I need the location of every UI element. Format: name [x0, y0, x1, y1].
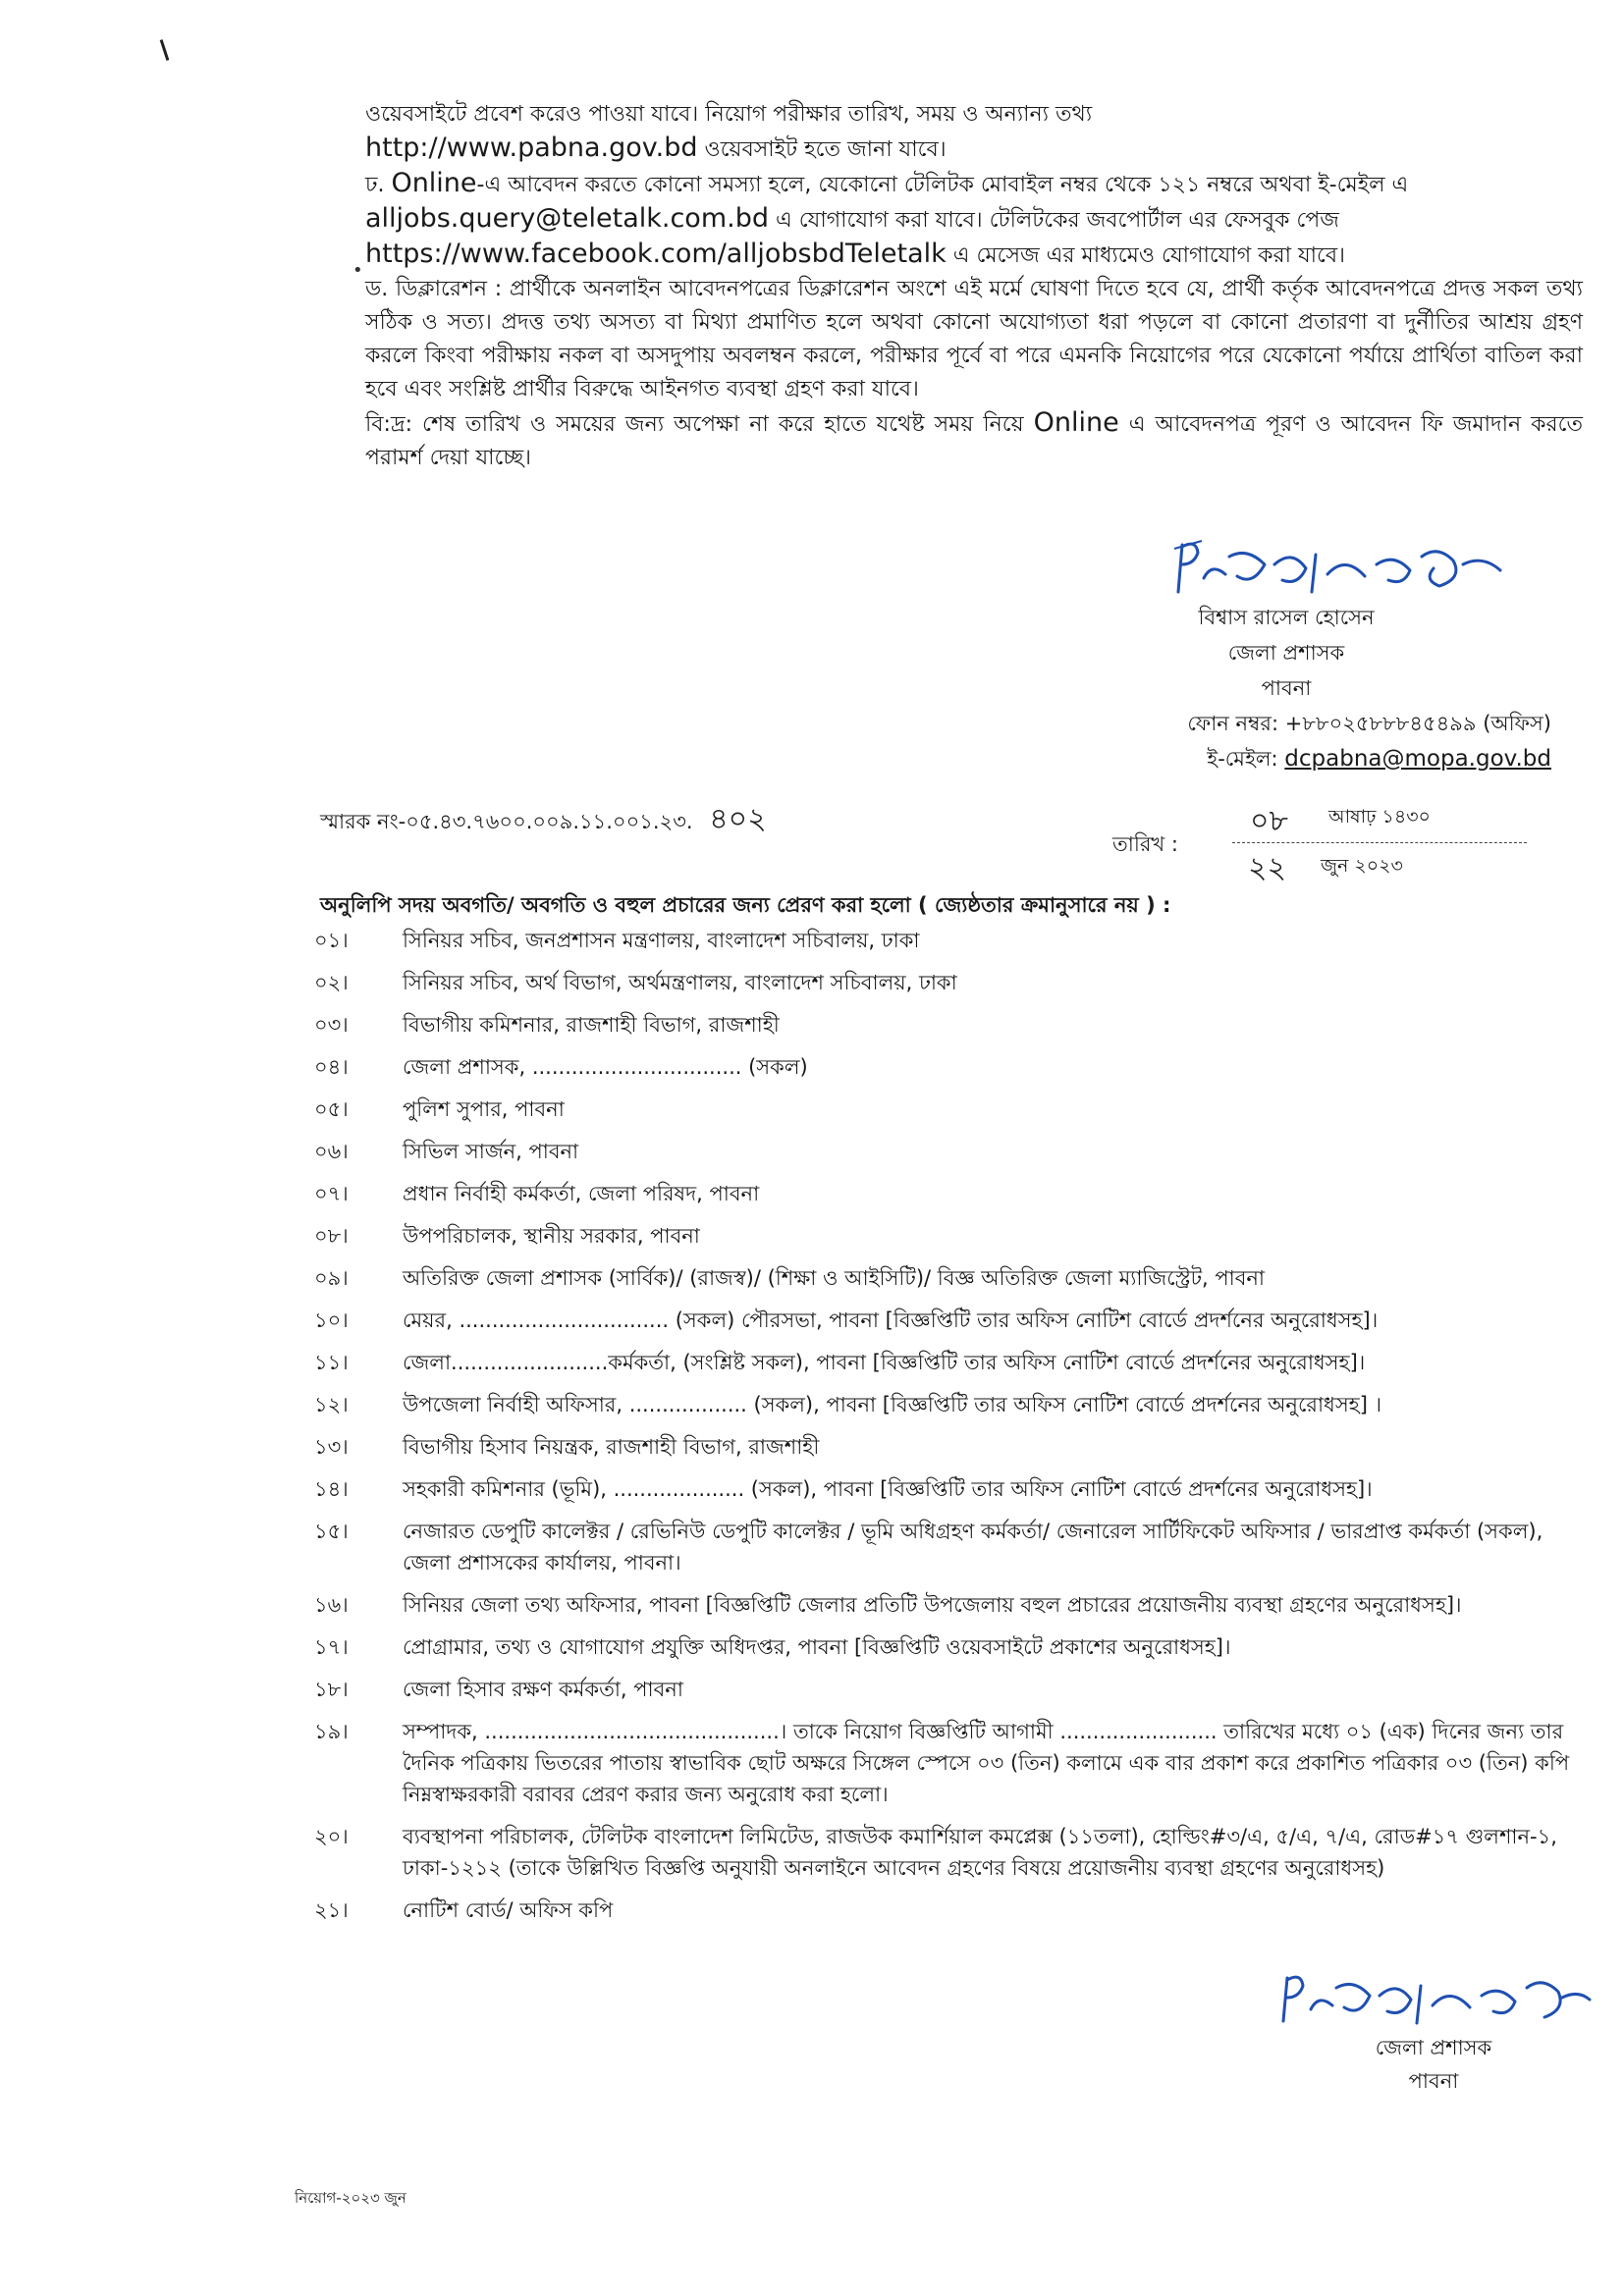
copy-item-text: সিনিয়র জেলা তথ্য অফিসার, পাবনা [বিজ্ঞপ্তিটি জেলার প্রতিটি উপজেলায় বহুল প্রচারের প্রয়োজনীয় ব্যবস্থা গ্রহণের অনুরোধসহ]।	[403, 1593, 1462, 1617]
copy-item	[314, 1516, 1591, 1578]
copy-item	[314, 1674, 1591, 1705]
instructions-section	[365, 98, 1583, 475]
copy-item-number: ২১।	[314, 1898, 349, 1922]
email-value: dcpabna@mopa.gov.bd	[1284, 746, 1551, 772]
signatory-name: বিশ্বাস রাসেল হোসেন	[1198, 606, 1375, 629]
copy-item-number: ১২।	[314, 1393, 349, 1416]
copy-item-text: ব্যবস্থাপনা পরিচালক, টেলিটক বাংলাদেশ লিমিটেড, রাজউক কমার্শিয়াল কমপ্লেক্স (১১তলা), হোল্ডিং#৩/এ, ৫/এ, ৭/এ, রোড#১৭ গুলশান-১, ঢাকা-১২১২ (তাকে উল্লিখিত বিজ্ঞপ্তি অনুযায়ী অনলাইনে আবেদন গ্রহণের বিষয়ে প্রয়োজনীয় ব্যবস্থা গ্রহণের অনুরোধসহ)	[403, 1825, 1557, 1880]
copy-item-text: জেলা হিসাব রক্ষণ কর্মকর্তা, পাবনা	[403, 1678, 683, 1701]
note-paragraph	[365, 406, 1583, 475]
copy-item-number: ১৫।	[314, 1520, 349, 1543]
copy-item	[314, 1431, 1591, 1463]
copy-item	[314, 1136, 1591, 1167]
date-label: তারিখ :	[1112, 832, 1178, 856]
date-divider	[1232, 842, 1527, 843]
copy-item	[314, 1473, 1591, 1505]
website-tail: ওয়েবসাইট হতে জানা যাবে।	[697, 137, 947, 162]
copy-item	[314, 1347, 1591, 1378]
signature-image	[1168, 535, 1522, 600]
copy-item-text: জেলা প্রশাসক, ................................ (সকল)	[403, 1055, 808, 1079]
copy-item-number: ০২।	[314, 971, 349, 994]
copy-item-number: ০৪।	[314, 1055, 349, 1079]
website-text: ওয়েবসাইটে প্রবেশ করেও পাওয়া যাবে। নিয়োগ পরীক্ষার তারিখ, সময় ও অন্যান্য তথ্য	[365, 102, 1093, 127]
phone-label: ফোন নম্বর:	[1187, 712, 1285, 735]
copy-item	[314, 1262, 1591, 1294]
margin-dot: •	[352, 260, 363, 281]
copy-item-text: সিভিল সার্জন, পাবনা	[403, 1140, 579, 1163]
signatory-district: পাবনা	[1261, 676, 1312, 700]
copy-item	[314, 1178, 1591, 1209]
copy-item-text: উপপরিচালক, স্থানীয় সরকার, পাবনা	[403, 1224, 700, 1248]
copy-item-number: ১৯।	[314, 1720, 349, 1743]
copy-item-number: ০৮।	[314, 1224, 349, 1248]
copy-item-number: ১৩।	[314, 1435, 349, 1459]
copy-item	[314, 1009, 1591, 1041]
signatory-phone	[1011, 706, 1561, 741]
copy-item-text: বিভাগীয় কমিশনার, রাজশাহী বিভাগ, রাজশাহী	[403, 1013, 780, 1037]
signature2-image	[1272, 1968, 1596, 2027]
copy-item-number: ২০।	[314, 1825, 349, 1848]
online-help-mid: এ যোগাযোগ করা যাবে। টেলিটকের জবপোর্টাল এর ফেসবুক পেজ	[769, 208, 1339, 233]
copy-item	[314, 1305, 1591, 1336]
copy-item-text: বিভাগীয় হিসাব নিয়ন্ত্রক, রাজশাহী বিভাগ, রাজশাহী	[403, 1435, 820, 1459]
footer-code: নিয়োগ-২০২৩ জুন	[295, 2189, 406, 2207]
copy-item	[314, 1631, 1591, 1663]
copy-item-text: মেয়র, ................................ (সকল) পৌরসভা, পাবনা [বিজ্ঞপ্তিটি তার অফিস নোটিশ বোর্ডে প্রদর্শনের অনুরোধসহ]।	[403, 1308, 1379, 1332]
copy-item-text: উপজেলা নির্বাহী অফিসার, .................. (সকল), পাবনা [বিজ্ঞপ্তিটি তার অফিস নোটিশ বোর্ডে প্রদর্শনের অনুরোধসহ] ।	[403, 1393, 1382, 1416]
signatory2-block	[1267, 1968, 1600, 2098]
memo-line	[320, 795, 767, 845]
copy-item-number: ০৩।	[314, 1013, 349, 1037]
copy-item-number: ১১।	[314, 1351, 349, 1374]
memo-label: স্মারক নং-০৫.৪৩.৭৬০০.০০৯.১১.০০১.২৩.	[320, 810, 693, 833]
copy-item-text: সম্পাদক, .............................................। তাকে নিয়োগ বিজ্ঞপ্তিটি আগামী ........................ তারিখের মধ্যে ০১ (এক) দিনের জন্য তার দৈনিক পত্রিকায় ভিতরের পাতায় স্বাভাবিক ছোট অক্ষরে সিঙ্গেল স্পেসে ০৩ (তিন) কলামে এক বার প্রকাশ করে প্রকাশিত পত্রিকার ০৩ (তিন) কপি নিম্নস্বাক্ষরকারী বরাবর প্রেরণ করার জন্য অনুরোধ করা হলো।	[403, 1720, 1570, 1806]
website-paragraph	[365, 98, 1583, 167]
copy-item	[314, 1389, 1591, 1420]
declaration-paragraph: ড. ডিক্লারেশন : প্রার্থীকে অনলাইন আবেদনপত্রের ডিক্লারেশন অংশে এই মর্মে ঘোষণা দিতে হবে যে, প্রার্থী কর্তৃক আবেদনপত্রে প্রদত্ত সকল তথ্য সঠিক ও সত্য। প্রদত্ত তথ্য অসত্য বা মিথ্যা প্রমাণিত হলে অথবা কোনো অযোগ্যতা ধরা পড়লে বা কোনো প্রতারণা বা দুর্নীতির আশ্রয় গ্রহণ করলে কিংবা পরীক্ষায় নকল বা অসদুপায় অবলম্বন করলে, পরীক্ষার পূর্বে বা পরে এমনকি নিয়োগের পরে যেকোনো পর্যায়ে প্রার্থিতা বাতিল করা হবে এবং সংশ্লিষ্ট প্রার্থীর বিরুদ্ধে আইনগত ব্যবস্থা গ্রহণ করা যাবে।	[365, 277, 1583, 401]
help-email: alljobs.query@teletalk.com.bd	[365, 203, 769, 234]
copy-item-number: ১৮।	[314, 1678, 349, 1701]
english-day: ২২	[1248, 851, 1287, 885]
copy-item-number: ১৪।	[314, 1477, 349, 1501]
copy-item-text: সিনিয়র সচিব, অর্থ বিভাগ, অর্থমন্ত্রণালয়, বাংলাদেশ সচিবালয়, ঢাকা	[403, 971, 957, 994]
copy-item-text: অতিরিক্ত জেলা প্রশাসক (সার্বিক)/ (রাজস্ব)/ (শিক্ষা ও আইসিটি)/ বিজ্ঞ অতিরিক্ত জেলা ম্যাজিস্ট্রেট, পাবনা	[403, 1266, 1266, 1290]
copy-item	[314, 1051, 1591, 1083]
signatory2-designation: জেলা প্রশাসক	[1375, 2036, 1492, 2059]
copy-item-number: ১৭।	[314, 1635, 349, 1659]
copy-item-text: জেলা........................কর্মকর্তা, (সংশ্লিষ্ট সকল), পাবনা [বিজ্ঞপ্তিটি তার অফিস নোটিশ বোর্ডে প্রদর্শনের অনুরোধসহ]।	[403, 1351, 1366, 1374]
copy-item-text: পুলিশ সুপার, পাবনা	[403, 1097, 565, 1121]
copy-item-text: নেজারত ডেপুটি কালেক্টর / রেভিনিউ ডেপুটি কালেক্টর / ভূমি অধিগ্রহণ কর্মকর্তা/ জেনারেল সার্টিফিকেট অফিসার / ভারপ্রাপ্ত কর্মকর্তা (সকল), জেলা প্রশাসকের কার্যালয়, পাবনা।	[403, 1520, 1543, 1575]
copy-item-number: ০৫।	[314, 1097, 349, 1121]
online-help-tail: এ মেসেজ এর মাধ্যমেও যোগাযোগ করা যাবে।	[946, 243, 1345, 268]
copy-item	[314, 1895, 1591, 1926]
copy-item-text: সহকারী কমিশনার (ভূমি), .................... (সকল), পাবনা [বিজ্ঞপ্তিটি তার অফিস নোটিশ বোর্ডে প্রদর্শনের অনুরোধসহ]।	[403, 1477, 1373, 1501]
website-url: http://www.pabna.gov.bd	[365, 133, 698, 163]
copy-item-number: ০৭।	[314, 1182, 349, 1205]
signatory-email	[1011, 741, 1561, 776]
copy-item-number: ০১।	[314, 929, 349, 952]
copy-item	[314, 1716, 1591, 1810]
online-word: Online	[391, 168, 477, 198]
copy-item-number: ১০।	[314, 1308, 349, 1332]
copy-item	[314, 1094, 1591, 1125]
scan-mark	[160, 39, 170, 61]
bangla-month-year: আষাঢ় ১৪৩০	[1328, 806, 1431, 828]
copy-heading: অনুলিপি সদয় অবগতি/ অবগতি ও বহুল প্রচারের জন্য প্রেরণ করা হলো ( জ্যেষ্ঠতার ক্রমানুসারে নয় ) :	[320, 893, 1171, 917]
phone-value: +৮৮০২৫৮৮৮৪৫৪৯৯ (অফিস)	[1284, 712, 1551, 735]
copy-item	[314, 1589, 1591, 1621]
email-label: ই-মেইল:	[1207, 747, 1285, 771]
note-online-word: Online	[1033, 407, 1119, 438]
copy-item	[314, 1220, 1591, 1252]
copy-item-text: সিনিয়র সচিব, জনপ্রশাসন মন্ত্রণালয়, বাংলাদেশ সচিবালয়, ঢাকা	[403, 929, 920, 952]
online-help-prefix: ঢ.	[365, 173, 392, 197]
copy-item-text: নোটিশ বোর্ড/ অফিস কপি	[403, 1898, 614, 1922]
english-month-year: জুন ২০২৩	[1321, 855, 1403, 877]
copy-item-number: ০৬।	[314, 1140, 349, 1163]
online-help-text: -এ আবেদন করতে কোনো সমস্যা হলে, যেকোনো টেলিটক মোবাইল নম্বর থেকে ১২১ নম্বরে অথবা ই-মেইল এ	[476, 173, 1409, 197]
copy-list	[314, 925, 1591, 1937]
memo-number-handwritten: ৪০২	[709, 802, 767, 836]
copy-item	[314, 967, 1591, 998]
bangla-day: ০৮	[1250, 804, 1288, 838]
signatory-block	[1011, 535, 1561, 776]
note-prefix: বি:দ্র: শেষ তারিখ ও সময়ের জন্য অপেক্ষা না করে হাতে যথেষ্ট সময় নিয়ে	[365, 412, 1034, 437]
copy-item	[314, 1821, 1591, 1884]
signatory2-district: পাবনা	[1408, 2069, 1459, 2093]
note-tail: এ আবেদনপত্র পূরণ ও আবেদন ফি জমাদান করতে পরামর্শ দেয়া যাচ্ছে।	[365, 412, 1583, 470]
signatory-designation: জেলা প্রশাসক	[1227, 641, 1345, 665]
online-help-paragraph	[365, 167, 1583, 273]
copy-item-text: প্রোগ্রামার, তথ্য ও যোগাযোগ প্রযুক্তি অধিদপ্তর, পাবনা [বিজ্ঞপ্তিটি ওয়েবসাইটে প্রকাশের অনুরোধসহ]।	[403, 1635, 1231, 1659]
date-block	[1112, 803, 1544, 883]
copy-item-text: প্রধান নির্বাহী কর্মকর্তা, জেলা পরিষদ, পাবনা	[403, 1182, 760, 1205]
copy-item-number: ০৯।	[314, 1266, 349, 1290]
facebook-url: https://www.facebook.com/alljobsbdTeletalk	[365, 239, 947, 269]
copy-item-number: ১৬।	[314, 1593, 349, 1617]
copy-item	[314, 925, 1591, 956]
